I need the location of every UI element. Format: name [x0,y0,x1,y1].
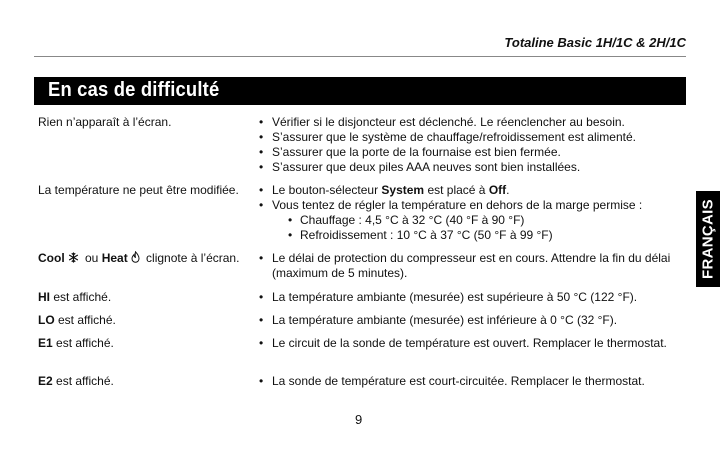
section-banner [34,77,686,105]
solution-list [256,336,688,351]
problem-text [38,336,252,351]
problem-text: ou [81,251,102,266]
language-side-tab [696,191,720,287]
solution-item: • La température ambiante (mesurée) est supérieure à 50 °C (122 °F). [256,290,688,305]
solution-item [256,198,688,243]
problem-text [38,251,252,267]
off-keyword: Off [488,183,507,197]
problem-text [38,290,252,305]
solution-item: • S’assurer que la porte de la fournaise est bien fermée. [256,145,688,160]
solution-item: • S’assurer que le système de chauffage/refroidissement est alimenté. [256,130,688,145]
solution-list [256,374,688,389]
problem-text: Rien n’apparaît à l’écran. [38,115,172,129]
system-keyword: System [381,183,425,197]
solution-list [256,290,688,305]
problem-text: est affiché. [50,290,112,304]
section-title: En cas de difficulté [48,79,220,101]
snowflake-icon [68,252,79,267]
solution-text: Le bouton-sélecteur [272,183,382,197]
range-sublist [272,213,688,243]
solution-item: • Le délai de protection du compresseur est en cours. Attendre la fin du délai (maximum de 5 minutes). [256,251,688,281]
solution-text: . [506,183,510,197]
range-item-heating: • Chauffage : 4,5 °C à 32 °C (40 °F à 90 °F) [286,213,688,228]
problem-text: est affiché. [52,336,114,350]
header-divider [34,56,686,57]
error-code: E1 [38,336,53,350]
heat-keyword: Heat [101,251,128,266]
solution-list [256,251,688,281]
solution-list [256,313,688,328]
error-code: E2 [38,374,53,388]
solution-list [256,115,688,175]
problem-text: La température ne peut être modifiée. [38,183,239,197]
flame-icon [131,251,140,267]
error-code: LO [38,313,55,327]
solution-item: • Le circuit de la sonde de température est ouvert. Remplacer le thermostat. [256,336,688,351]
language-label: FRANÇAIS [699,199,717,279]
problem-text [38,374,252,389]
problem-text [38,313,252,328]
problem-text: clignote à l’écran. [142,251,240,266]
problem-text: est affiché. [54,313,116,327]
solution-list [256,183,688,243]
solution-item: • Vérifier si le disjoncteur est déclenché. Le réenclencher au besoin. [256,115,688,130]
solution-text: Vous tentez de régler la température en dehors de la marge permise : [272,198,643,212]
range-item-cooling: • Refroidissement : 10 °C à 37 °C (50 °F à 99 °F) [286,228,688,243]
error-code: HI [38,290,50,304]
solution-text: est placé à [424,183,489,197]
document-header-title: Totaline Basic 1H/1C & 2H/1C [504,35,686,50]
solution-item: • La température ambiante (mesurée) est inférieure à 0 °C (32 °F). [256,313,688,328]
solution-item [256,183,688,198]
problem-text: est affiché. [52,374,114,388]
solution-item: • S’assurer que deux piles AAA neuves sont bien installées. [256,160,688,175]
solution-item: • La sonde de température est court-circuitée. Remplacer le thermostat. [256,374,688,389]
cool-keyword: Cool [38,251,65,266]
page-number: 9 [355,412,363,427]
